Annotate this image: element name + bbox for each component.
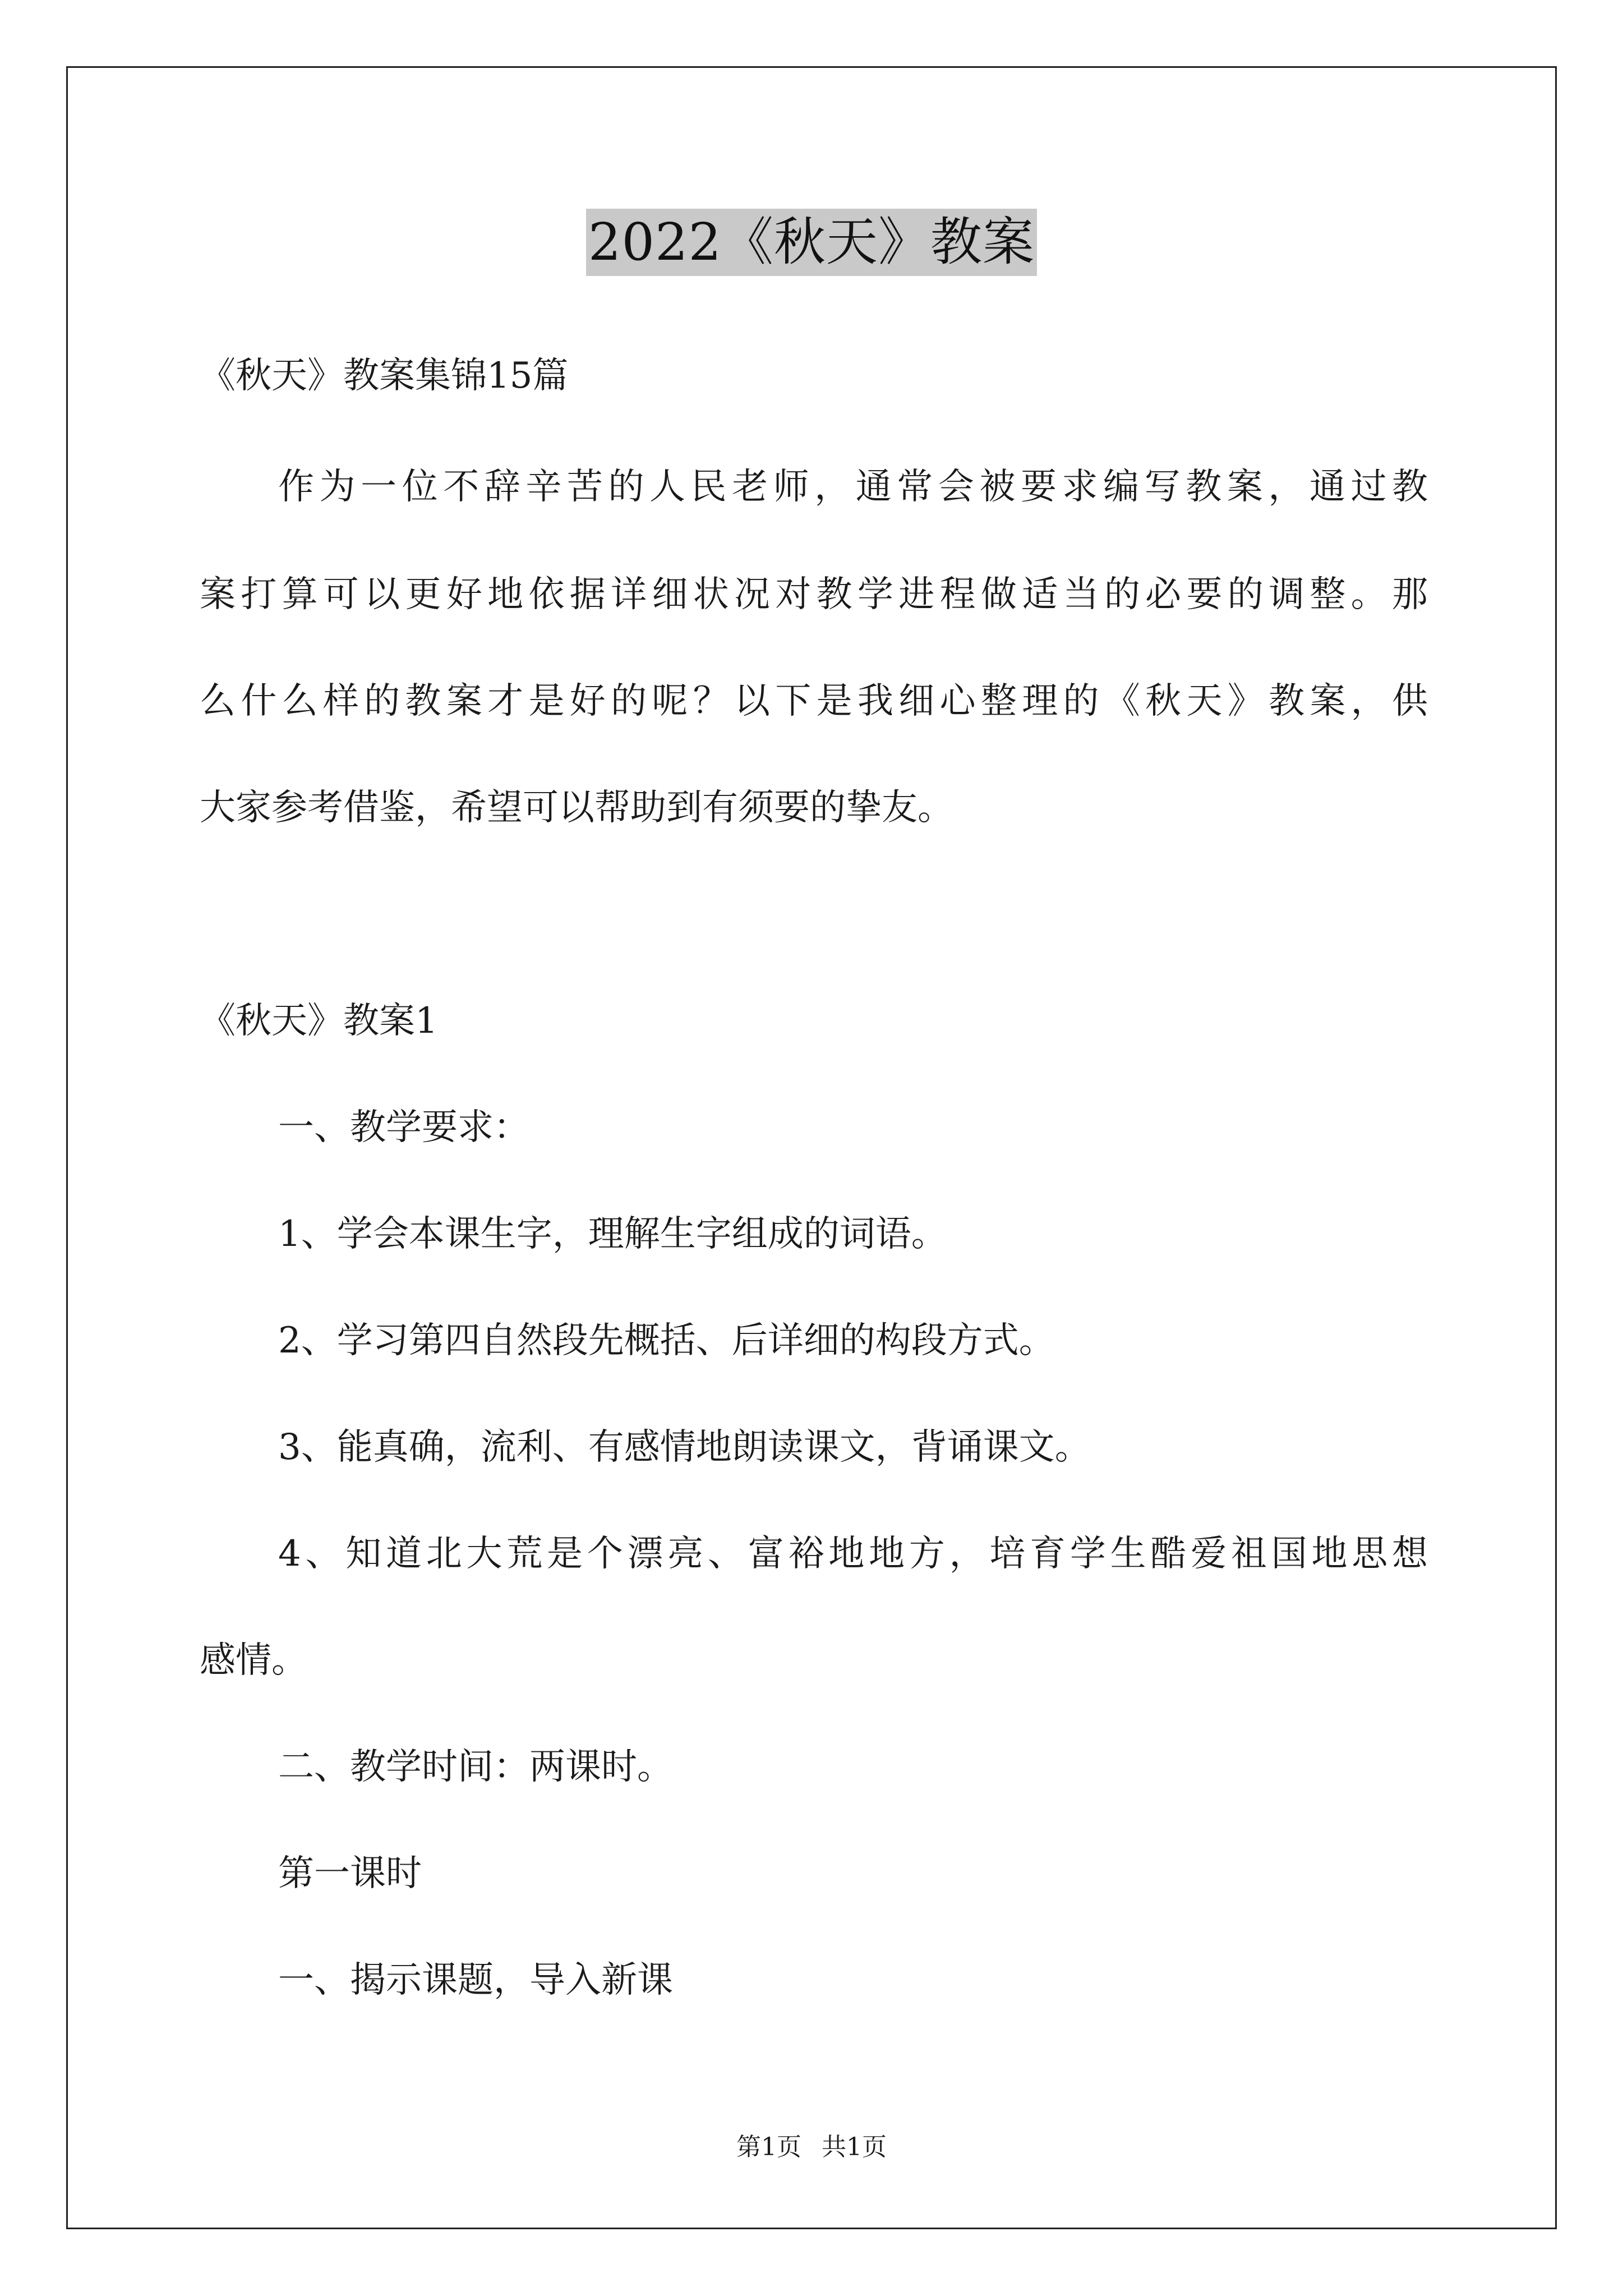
- requirement-1: 1、学会本课生字，理解生字组成的词语。: [278, 1213, 947, 1255]
- teaching-time: 二、教学时间：两课时。: [278, 1746, 673, 1788]
- document-title: 2022《秋天》教案: [586, 209, 1037, 276]
- requirement-4: 4、知道北大荒是个漂亮、富裕地地方，培育学生酷爱祖国地思想: [278, 1533, 1428, 1575]
- requirement-4-continued: 感情。: [200, 1640, 307, 1681]
- requirements-heading: 一、教学要求：: [278, 1107, 529, 1148]
- step-one: 一、揭示课题，导入新课: [278, 1959, 673, 2001]
- intro-line-4: 大家参考借鉴，希望可以帮助到有须要的挚友。: [200, 787, 953, 829]
- requirement-3: 3、能真确，流利、有感情地朗读课文，背诵课文。: [278, 1427, 1091, 1468]
- intro-line-3: 么什么样的教案才是好的呢？以下是我细心整理的《秋天》教案，供: [200, 680, 1428, 722]
- document-subtitle: 《秋天》教案集锦15篇: [200, 355, 569, 397]
- intro-line-2: 案打算可以更好地依据详细状况对教学进程做适当的必要的调整。那: [200, 574, 1428, 615]
- title-container: [0, 209, 1623, 276]
- requirement-2: 2、学习第四自然段先概括、后详细的构段方式。: [278, 1320, 1055, 1361]
- section-heading: 《秋天》教案1: [200, 1000, 438, 1042]
- intro-line-1: 作为一位不辞辛苦的人民老师，通常会被要求编写教案，通过教: [278, 466, 1428, 508]
- lesson-one-heading: 第一课时: [278, 1853, 422, 1894]
- page-total: 共1页: [822, 2133, 887, 2161]
- page-number: 第1页: [736, 2133, 801, 2161]
- page-footer: [0, 2132, 1623, 2163]
